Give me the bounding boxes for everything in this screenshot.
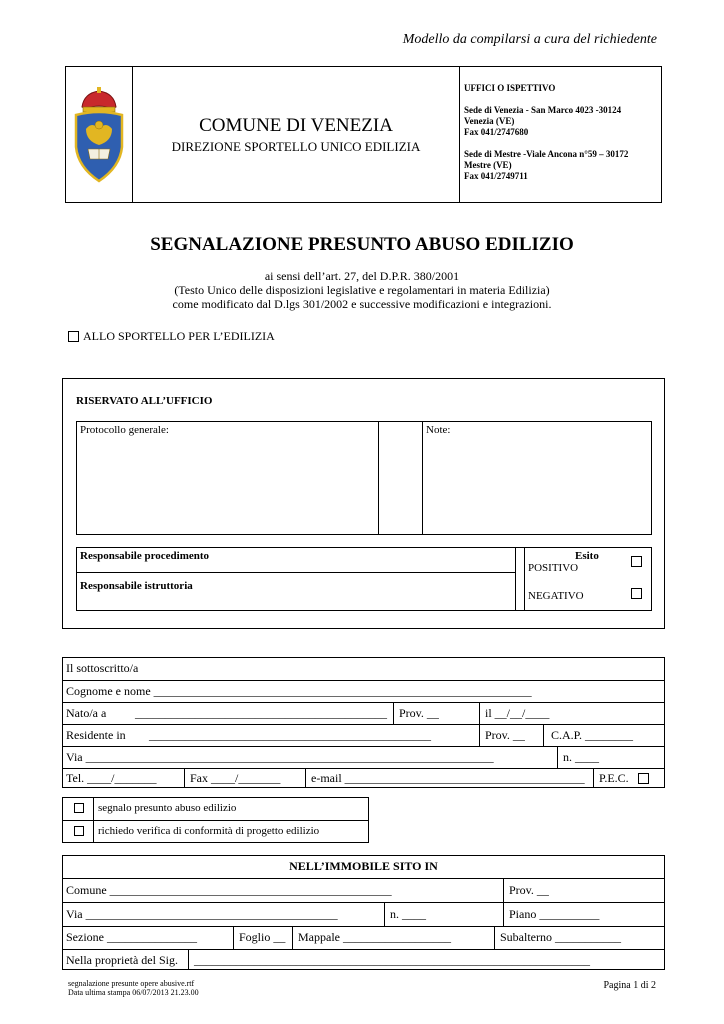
birthplace-field[interactable]: __________________________________________ [135, 706, 387, 720]
phone-field[interactable]: Tel. ____/_______ [66, 771, 157, 785]
postal-code-field[interactable]: C.A.P. ________ [543, 725, 633, 746]
venezia-city: Venezia (VE) [464, 116, 515, 126]
email-field[interactable]: e-mail ________________________________________ [305, 769, 585, 788]
conformity-check-label: richiedo verifica di conformità di progetto edilizio [98, 825, 320, 837]
conformity-check-checkbox[interactable] [74, 826, 84, 836]
fax-field[interactable]: Fax ____/_______ [184, 769, 280, 788]
legal-reference-line3: come modificato dal D.lgs 301/2002 e successive modificazioni e integrazioni. [172, 297, 552, 311]
property-number-field[interactable]: n. ____ [384, 903, 426, 926]
responsibility-box [76, 547, 652, 611]
report-abuse-checkbox[interactable] [74, 803, 84, 813]
venice-crest-logo [68, 85, 130, 185]
footer-file-info [68, 979, 199, 997]
protocol-label: Protocollo generale: [80, 424, 169, 436]
report-abuse-label: segnalo presunto abuso edilizio [98, 802, 237, 814]
mestre-fax: Fax 041/2749711 [464, 171, 528, 181]
property-street-field[interactable]: Via __________________________________________ [66, 907, 338, 921]
department-name: DIREZIONE SPORTELLO UNICO EDILIZIA [171, 139, 421, 154]
responsible-review-label: Responsabile istruttoria [80, 580, 193, 592]
property-province-field[interactable]: Prov. __ [503, 879, 549, 902]
outcome-positive-label: POSITIVO [528, 562, 579, 574]
property-municipality-field[interactable]: Comune _______________________________________________ [66, 883, 392, 897]
street-number-field[interactable]: n. ____ [557, 747, 599, 768]
venezia-fax: Fax 041/2747680 [464, 127, 529, 137]
footer-file-name: segnalazione presunte opere abusive.rtf [68, 979, 195, 988]
birthplace-label: Nato/a a [66, 706, 107, 720]
legal-reference [0, 269, 724, 311]
property-title: NELL’IMMOBILE SITO IN [289, 859, 438, 873]
protocol-note-box [76, 421, 652, 535]
cadastral-sheet-field[interactable]: Foglio __ [233, 927, 285, 949]
owner-field[interactable]: __________________________________________________________________ [188, 950, 590, 970]
property-floor-field[interactable]: Piano __________ [503, 903, 599, 926]
reserved-office-title: RISERVATO ALL’UFFICIO [76, 395, 213, 407]
surname-name-field[interactable]: Cognome e nome _______________________________________________________________ [66, 684, 532, 698]
outcome-negative-label: NEGATIVO [528, 590, 584, 602]
birth-date-field[interactable]: il __/__/____ [479, 703, 549, 724]
birth-province-field[interactable]: Prov. __ [393, 703, 439, 724]
addressee-label: ALLO SPORTELLO PER L’EDILIZIA [83, 329, 275, 343]
reserved-office-section [62, 378, 665, 629]
applicant-heading: Il sottoscritto/a [66, 661, 139, 675]
legal-reference-line1: ai sensi dell’art. 27, del D.P.R. 380/2001 [264, 269, 460, 283]
cadastral-parcel-field[interactable]: Mappale __________________ [292, 927, 451, 949]
page-number: Pagina 1 di 2 [603, 980, 656, 991]
addressee-checkbox[interactable] [68, 331, 79, 342]
footer-print-date: Data ultima stampa 06/07/2013 21.23.00 [68, 988, 199, 997]
mestre-city: Mestre (VE) [464, 160, 512, 170]
municipality-name: COMUNE DI VENEZIA [199, 115, 393, 136]
applicant-section [62, 657, 665, 788]
offices-info [464, 83, 628, 182]
request-options [62, 797, 369, 843]
pec-checkbox[interactable] [638, 773, 649, 784]
venezia-address: Sede di Venezia - San Marco 4023 -30124 [464, 105, 622, 115]
offices-title: UFFICI O ISPETTIVO [464, 83, 556, 93]
header-box [65, 66, 662, 203]
cadastral-section-field[interactable]: Sezione _______________ [66, 930, 197, 944]
residence-field[interactable]: _______________________________________________ [149, 728, 431, 742]
page-title: SEGNALAZIONE PRESUNTO ABUSO EDILIZIO [150, 234, 574, 255]
outcome-label: Esito [575, 550, 599, 562]
pec-label: P.E.C. [593, 769, 629, 788]
outcome-negative-checkbox[interactable] [631, 588, 642, 599]
residence-label: Residente in [66, 728, 126, 742]
form-instruction-note: Modello da compilarsi a cura del richiedente [402, 32, 657, 47]
residence-province-field[interactable]: Prov. __ [479, 725, 525, 746]
note-label: Note: [426, 424, 451, 436]
property-section [62, 855, 665, 970]
cadastral-subunit-field[interactable]: Subalterno ___________ [494, 927, 621, 949]
mestre-address: Sede di Mestre -Viale Ancona n°59 – 30172 [464, 149, 629, 159]
responsible-procedure-label: Responsabile procedimento [80, 550, 210, 562]
outcome-positive-checkbox[interactable] [631, 556, 642, 567]
owner-label: Nella proprietà del Sig. [66, 953, 178, 967]
legal-reference-line2: (Testo Unico delle disposizioni legislative e regolamentari in materia Edilizia) [174, 283, 550, 297]
street-field[interactable]: Via ____________________________________________________________________ [66, 750, 494, 764]
